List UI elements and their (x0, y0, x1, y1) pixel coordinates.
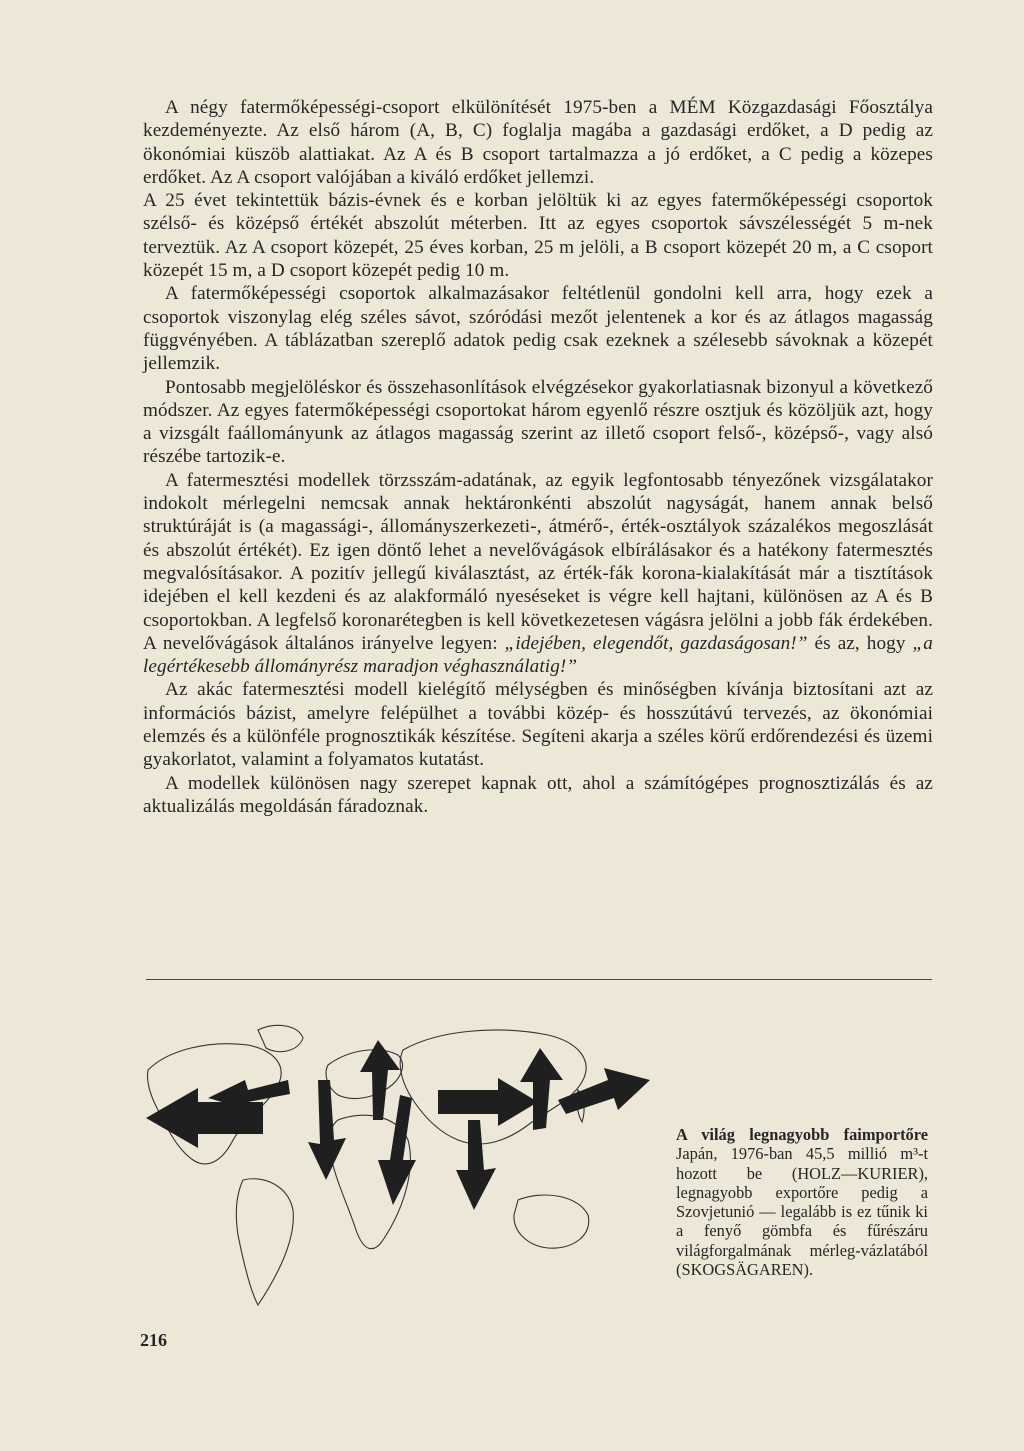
italic-quote-2: „a legértékesebb állományrész maradjon véghasználatig!” (143, 632, 933, 678)
arrow-up-japan (520, 1048, 563, 1130)
australia-outline (514, 1195, 589, 1248)
quote-connector: és az, hogy (807, 632, 913, 654)
world-trade-map (138, 1010, 658, 1330)
map-caption (676, 1125, 928, 1279)
arrow-down-southeast (456, 1120, 496, 1210)
caption-text: Japán, 1976-ban 45,5 millió m³-t hozott be (HOLZ—KURIER), legnagyobb exportőre pedig a Szovjetunió — legalább is ez tűnik ki a fenyő gömbfa és fűrészáru világforgalmának mérleg-vázlatából (SKOGSÄGAREN). (676, 1144, 928, 1280)
world-map-illustration (138, 1010, 658, 1330)
arrow-down-atlantic (308, 1080, 346, 1180)
arrow-right-pacific (558, 1068, 650, 1114)
paragraph-4: Pontosabb megjelöléskor és összehasonlítások elvégzésekor gyakorlatiasnak bizonyul a következő módszer. Az egyes fatermőképességi csoportokat három egyenlő részre osztjuk és közöljük azt, hogy a vizsgált faállományunk az átlagos magasság szerint az illető csoport felső-, középső-, vagy alsó részébe tartozik-e. (143, 376, 933, 468)
page-number: 216 (140, 1330, 167, 1350)
paragraph-5-text: A fatermesztési modellek törzsszám-adatának, az egyik legfontosabb tényezőnek vizsgálatakor indokolt mérlegelni nemcsak annak hektáronkénti abszolút nagyságát, hanem annak belső struktúráját is (a magassági-, állományszerkezeti-, átmérő-, érték-osztályok százalékos megoszlását és abszolút értékét). Ez igen döntő lehet a nevelővágások elbírálásakor és a hatékony fatermesztés megvalósításakor. A pozitív jellegű kiválasztást, az érték-fák korona-kialakítását már a tisztítások idejében el kell kezdeni és az alakformáló nyeséseket is végre kell hajtani, különösen az A és B csoportokban. A legfelső koronarétegben is kell következetesen vágásra jelölni a jobb fák érdekében. A nevelővágások általános irányelve legyen: (143, 469, 933, 654)
paragraph-5 (143, 469, 933, 679)
italic-quote-1: „idejében, elegendőt, gazdaságosan!” (504, 632, 808, 654)
section-divider (146, 979, 932, 980)
arrow-up-north (360, 1040, 400, 1120)
paragraph-3: A fatermőképességi csoportok alkalmazásakor feltétlenül gondolni kell arra, hogy ezek a csoportok viszonylag elég széles sávot, szóródási mezőt jelentenek a kor és az átlagos magasság függvényében. A táblázatban szereplő adatok pedig csak ezeknek a szélesebb sávoknak a közepét jellemzik. (143, 283, 933, 375)
trade-arrows (146, 1040, 650, 1210)
paragraph-1: A négy fatermőképességi-csoport elkülönítését 1975-ben a MÉM Közgazdasági Főosztálya kezdeményezte. Az első három (A, B, C) foglalja magába a gazdasági erdőket, a D pedig az ökonómiai küszöb alattiakat. Az A és B csoport tartalmazza a jó erdőket, a C pedig a közepes erdőket. Az A csoport valójában a kiváló erdőket jellemzi. (143, 97, 933, 188)
south-america-outline (236, 1179, 293, 1305)
greenland-outline (258, 1025, 303, 1051)
arrow-right-asia (438, 1078, 538, 1126)
europe-outline (326, 1050, 402, 1099)
paragraph-6: Az akác fatermesztési modell kielégítő mélységben és minőségben kívánja biztosítani azt az információs bázist, amelyre felépülhet a további közép- és hosszútávú tervezés, az ökonómiai elemzés és a különféle prognosztikák készítése. Segíteni akarja a széles körű erdőrendezési és üzemi gyakorlatot, valamint a folyamatos kutatást. (143, 679, 933, 771)
article-body (143, 96, 933, 818)
caption-bold-lead: A világ legnagyobb faimportőre (676, 1125, 928, 1144)
paragraph-2: A 25 évet tekintettük bázis-évnek és e korban jelöltük ki az egyes fatermőképességi csoportok szélső- és középső értékét abszolút méterben. Itt az egyes csoportok sávszélességét 5 m-nek terveztük. Az A csoport közepét, 25 éves korban, 25 m jelöli, a B csoport közepét 20 m, a C csoport közepét 15 m, a D csoport közepét pedig 10 m. (143, 190, 933, 282)
paragraph-7: A modellek különösen nagy szerepet kapnak ott, ahol a számítógépes prognosztizálás és az aktualizálás megoldásán fáradoznak. (143, 772, 933, 817)
asia-outline (400, 1030, 586, 1144)
